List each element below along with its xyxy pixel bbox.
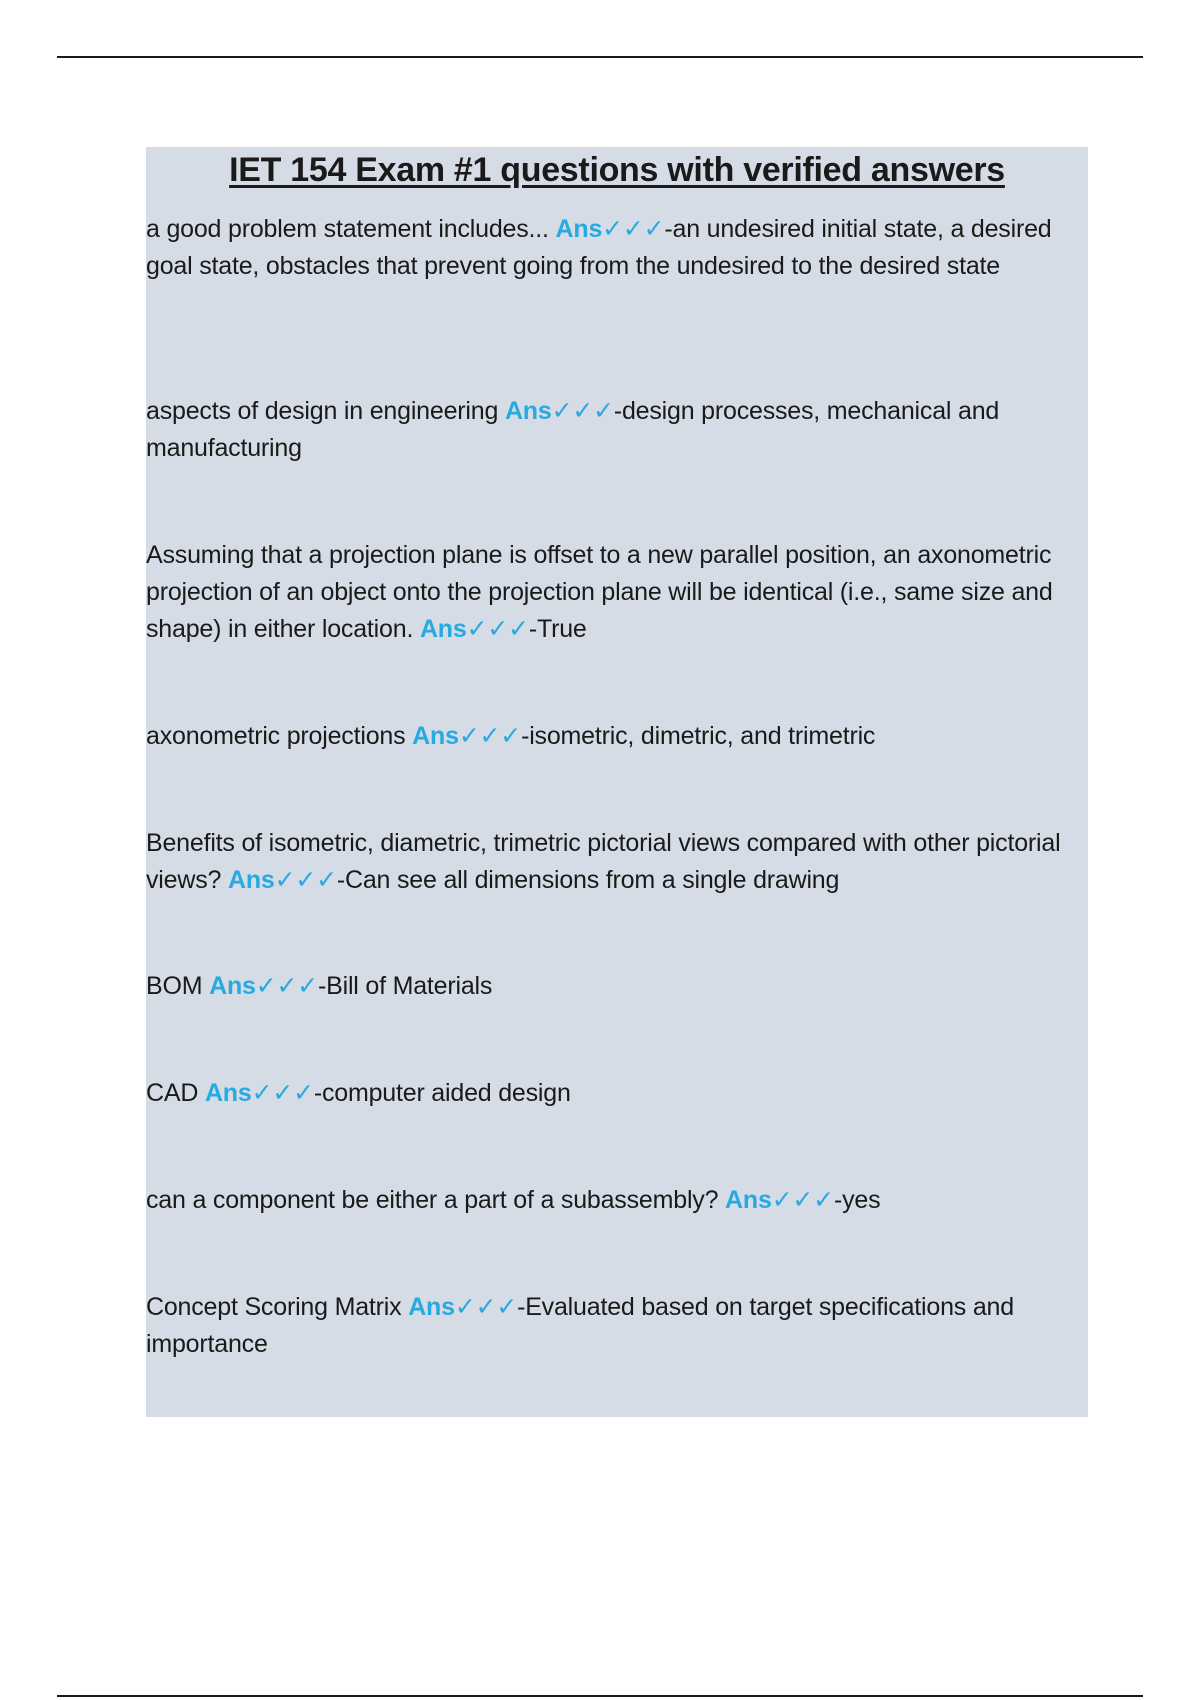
qa-item [146, 211, 1088, 285]
qa-item [146, 1075, 1088, 1112]
answer-marker [556, 215, 665, 243]
answer-marker [725, 1186, 834, 1214]
answer-marker [205, 1079, 314, 1107]
question-text: can a component be either a part of a subassembly? [146, 1186, 726, 1214]
qa-item [146, 825, 1088, 899]
answer-marker [228, 866, 337, 894]
answer-text: -Can see all dimensions from a single drawing [336, 866, 840, 894]
question-text: aspects of design in engineering [146, 397, 505, 425]
qa-item [146, 718, 1088, 755]
check-icon: ✓✓✓ [274, 866, 337, 894]
question-text: Concept Scoring Matrix [146, 1293, 409, 1321]
question-text: a good problem statement includes... [146, 215, 556, 243]
answer-text: -Evaluated based on target specifications and importance [146, 1293, 1014, 1358]
answer-marker [505, 397, 614, 425]
question-text: Benefits of isometric, diametric, trimetric pictorial views compared with other pictorial views? [146, 829, 1061, 894]
check-icon: ✓✓✓ [466, 615, 529, 643]
answer-label: Ans [419, 615, 467, 643]
answer-text: -computer aided design [313, 1079, 571, 1107]
footer-rule [57, 1695, 1143, 1697]
answer-label: Ans [412, 722, 459, 750]
check-icon: ✓✓✓ [771, 1186, 834, 1214]
answer-label: Ans [408, 1293, 455, 1321]
check-icon: ✓✓✓ [551, 397, 614, 425]
answer-label: Ans [204, 1079, 252, 1107]
qa-item [146, 1289, 1088, 1363]
qa-item [146, 537, 1088, 648]
check-icon: ✓✓✓ [251, 1079, 314, 1107]
answer-label: Ans [725, 1186, 772, 1214]
header-rule [57, 56, 1143, 58]
qa-item [146, 968, 1088, 1005]
answer-marker [412, 722, 521, 750]
answer-text: -an undesired initial state, a desired goal state, obstacles that prevent going from the undesired to the desired state [146, 215, 1052, 280]
document-title: IET 154 Exam #1 questions with verified answers [229, 151, 1005, 189]
check-icon: ✓✓✓ [602, 215, 665, 243]
check-icon: ✓✓✓ [458, 722, 522, 750]
answer-marker [408, 1293, 517, 1321]
document-content-box [146, 147, 1088, 1417]
qa-item [146, 1182, 1088, 1219]
answer-label: Ans [555, 215, 603, 243]
check-icon: ✓✓✓ [255, 972, 318, 1000]
answer-label: Ans [209, 972, 256, 1000]
answer-text: -design processes, mechanical and manufacturing [146, 397, 1000, 462]
question-text: axonometric projections [146, 722, 413, 750]
question-text: CAD [146, 1079, 205, 1107]
check-icon: ✓✓✓ [454, 1293, 518, 1321]
qa-item [146, 393, 1088, 467]
answer-marker [209, 972, 318, 1000]
answer-text: -True [528, 615, 587, 643]
answer-marker [420, 615, 529, 643]
question-text: Assuming that a projection plane is offset to a new parallel position, an axonometric projection of an object onto the projection plane will be identical (i.e., same size and shape) in either location. [146, 541, 1053, 643]
question-text: BOM [146, 972, 210, 1000]
answer-text: -yes [833, 1186, 881, 1214]
answer-label: Ans [227, 866, 275, 894]
answer-label: Ans [504, 397, 552, 425]
answer-text: -Bill of Materials [317, 972, 493, 1000]
answer-text: -isometric, dimetric, and trimetric [521, 722, 876, 750]
